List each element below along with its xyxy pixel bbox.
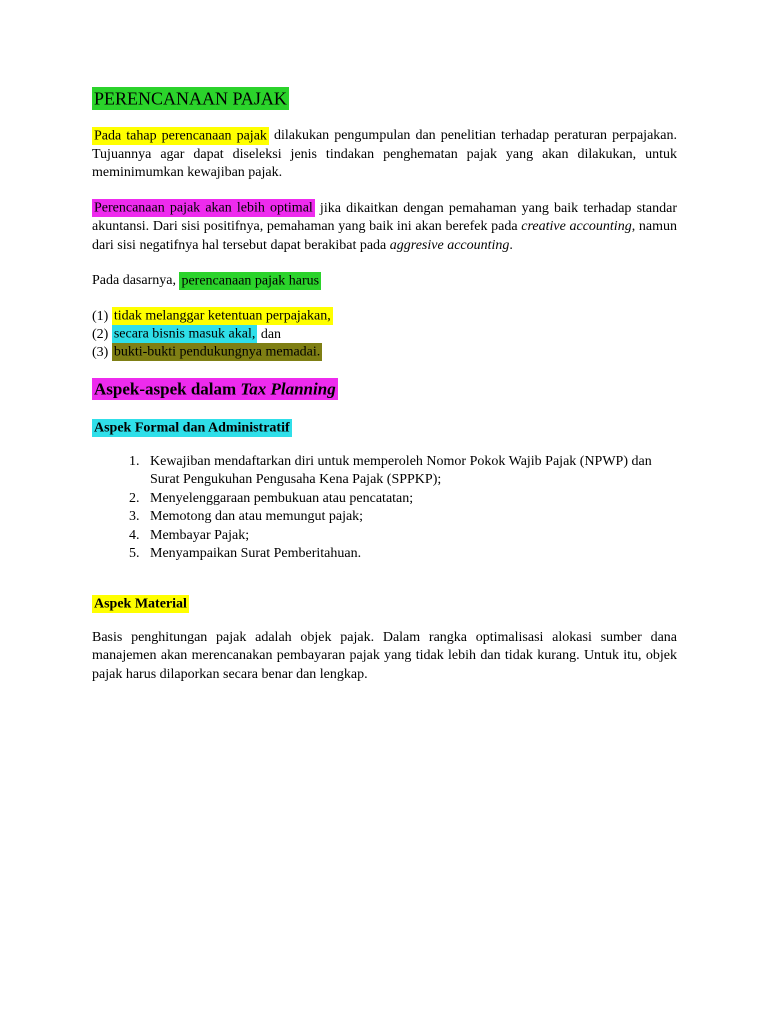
spacer	[92, 581, 677, 595]
paragraph-optimal	[92, 200, 677, 256]
list-item: 5. Menyampaikan Surat Pemberitahuan.	[143, 545, 677, 564]
creative-accounting-term: creative accounting	[521, 219, 632, 234]
section-heading-text: Aspek-aspek dalam	[94, 379, 241, 399]
material-text: Basis penghitungan pajak adalah objek pajak. Dalam rangka optimalisasi alokasi sumber dana manajemen akan merencanakan pembayaran pajak yang tidak lebih dan tidak kurang. Untuk itu, objek pajak harus dilaporkan secara benar dan lengkap.	[92, 629, 677, 682]
condition-1-highlight: tidak melanggar ketentuan perpajakan,	[113, 308, 331, 324]
condition-3-prefix: (3)	[92, 344, 112, 360]
paragraph-material	[92, 629, 677, 685]
paragraph-intro	[92, 127, 677, 183]
list-item: 1. Kewajiban mendaftarkan diri untuk memperoleh Nomor Pokok Wajib Pajak (NPWP) dan Surat Pengukuhan Pengusaha Kena Pajak (SPPKP);	[143, 453, 677, 490]
formal-obligations-list	[92, 453, 677, 564]
intro-text: dilakukan pengumpulan dan penelitian terhadap peraturan perpajakan. Tujuannya agar dapat diseleksi jenis tindakan penghematan pajak yang akan dilakukan, untuk meminimumkan kewajiban pajak.	[92, 128, 677, 180]
condition-3-highlight: bukti-bukti pendukungnya memadai.	[113, 344, 321, 360]
subheading-material	[92, 595, 677, 614]
subheading-material-highlight: Aspek Material	[94, 596, 187, 612]
condition-2-highlight: secara bisnis masuk akal,	[113, 326, 256, 342]
aggressive-accounting-term: aggresive accounting	[389, 237, 510, 253]
optimal-text-a: jika dikaitkan dengan pemahaman yang baik terhadap standar akuntansi. Dari sisi positifnya, pemahaman yang baik ini akan berefek pada	[92, 200, 677, 234]
subheading-formal-highlight: Aspek Formal dan Administratif	[94, 420, 290, 436]
condition-row-3	[92, 344, 677, 362]
condition-2-prefix: (2)	[92, 326, 112, 342]
list-item: 2. Menyelenggaraan pembukuan atau pencatatan;	[143, 490, 677, 509]
optimal-highlight: Perencanaan pajak akan lebih optimal	[94, 200, 313, 216]
list-item: 4. Membayar Pajak;	[143, 527, 677, 546]
document-title-highlight: PERENCANAAN PAJAK	[94, 88, 287, 108]
optimal-text-c: .	[509, 237, 513, 253]
section-heading-highlight	[92, 378, 338, 400]
condition-row-2	[92, 326, 677, 344]
conditions-list	[92, 308, 677, 362]
section-heading-tax-planning	[92, 378, 677, 402]
tax-planning-term: Tax Planning	[240, 379, 336, 399]
condition-2-suffix: dan	[257, 326, 282, 342]
paragraph-basis	[92, 272, 677, 291]
subheading-formal	[92, 419, 677, 438]
basis-text: Pada dasarnya,	[92, 273, 180, 288]
condition-row-1	[92, 308, 677, 326]
list-item: 3. Memotong dan atau memungut pajak;	[143, 508, 677, 527]
condition-1-prefix: (1)	[92, 308, 112, 324]
document-title	[92, 86, 677, 111]
basis-highlight: perencanaan pajak harus	[181, 273, 320, 288]
intro-highlight: Pada tahap perencanaan pajak	[94, 128, 267, 143]
optimal-text-b: , namun dari sisi negatifnya hal tersebut dapat berakibat pada	[92, 219, 677, 253]
